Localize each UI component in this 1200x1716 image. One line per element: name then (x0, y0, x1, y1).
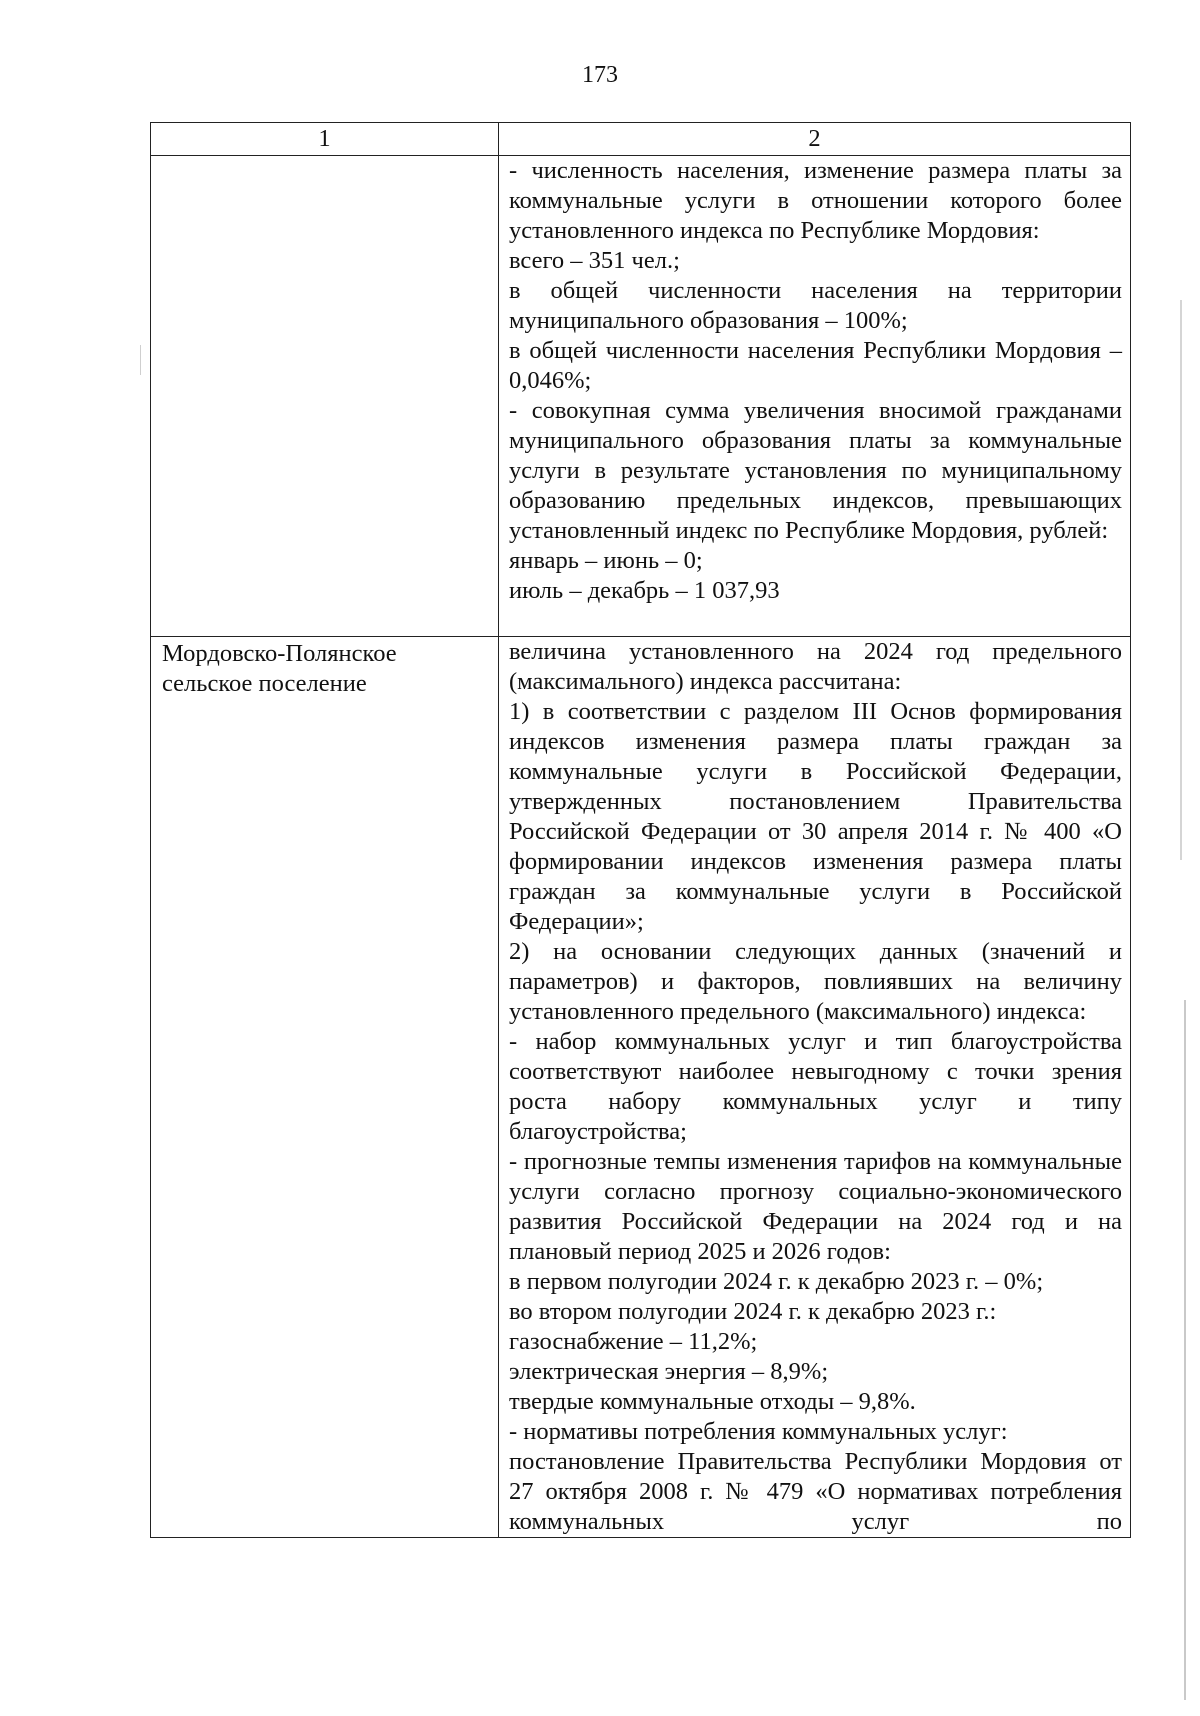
column-header-1: 1 (151, 123, 499, 156)
description-paragraph: январь – июнь – 0; (509, 547, 703, 574)
scan-mark (140, 345, 141, 375)
row-2-name-cell (151, 637, 499, 1538)
description-paragraph: июль – декабрь – 1 037,93 (509, 577, 780, 604)
description-paragraph: величина установленного на 2024 год предельного (максимального) индекса рассчитана: (509, 638, 1122, 695)
scan-mark (1184, 1000, 1186, 1700)
table-header-row (151, 123, 1131, 156)
scan-mark (1180, 300, 1182, 860)
row-1-name-cell (151, 156, 499, 637)
row-1-description-cell (499, 156, 1131, 637)
table-row (151, 156, 1131, 637)
description-paragraph: постановление Правительства Республики Мордовия от 27 октября 2008 г. № 479 «О нормативах потребления коммунальных услуг по (509, 1448, 1122, 1535)
row-2-description-cell (499, 637, 1131, 1538)
description-paragraph: в общей численности населения на территории муниципального образования – 100%; (509, 277, 1122, 334)
document-table (150, 122, 1131, 1538)
description-paragraph: во втором полугодии 2024 г. к декабрю 2023 г.: (509, 1298, 997, 1325)
description-paragraph: всего – 351 чел.; (509, 247, 680, 274)
description-paragraph: электрическая энергия – 8,9%; (509, 1358, 829, 1385)
description-paragraph: 2) на основании следующих данных (значений и параметров) и факторов, повлиявших на величину установленного предельного (максимального) индекса: (509, 938, 1122, 1025)
description-paragraph: - набор коммунальных услуг и тип благоустройства соответствуют наиболее невыгодному с точки зрения роста набору коммунальных услуг и типу благоустройства; (509, 1028, 1122, 1145)
description-paragraph: в общей численности населения Республики Мордовия – 0,046%; (509, 337, 1122, 394)
description-paragraph: - прогнозные темпы изменения тарифов на коммунальные услуги согласно прогнозу социально-экономического развития Российской Федерации на 2024 год и на плановый период 2025 и 2026 годов: (509, 1148, 1122, 1265)
description-paragraph: газоснабжение – 11,2%; (509, 1328, 758, 1355)
description-paragraph: - совокупная сумма увеличения вносимой гражданами муниципального образования платы за коммунальные услуги в результате установления по муниципальному образованию предельных индексов, превышающих установленный индекс по Республике Мордовия, рублей: (509, 397, 1122, 544)
description-paragraph: твердые коммунальные отходы – 9,8%. (509, 1388, 916, 1415)
page-number: 173 (582, 62, 618, 88)
column-header-2: 2 (499, 123, 1131, 156)
description-paragraph: 1) в соответствии с разделом III Основ формирования индексов изменения размера платы граждан за коммунальные услуги в Российской Федерации, утвержденных постановлением Правительства Российской Федерации от 30 апреля 2014 г. № 400 «О формировании индексов изменения размера платы граждан за коммунальные услуги в Российской Федерации»; (509, 698, 1122, 935)
description-paragraph: - нормативы потребления коммунальных услуг: (509, 1418, 1008, 1445)
description-paragraph: в первом полугодии 2024 г. к декабрю 2023 г. – 0%; (509, 1268, 1044, 1295)
table-row (151, 637, 1131, 1538)
municipality-name: Мордовско-Полянское сельское поселение (162, 640, 397, 697)
description-paragraph: - численность населения, изменение размера платы за коммунальные услуги в отношении которого более установленного индекса по Республике Мордовия: (509, 157, 1122, 244)
